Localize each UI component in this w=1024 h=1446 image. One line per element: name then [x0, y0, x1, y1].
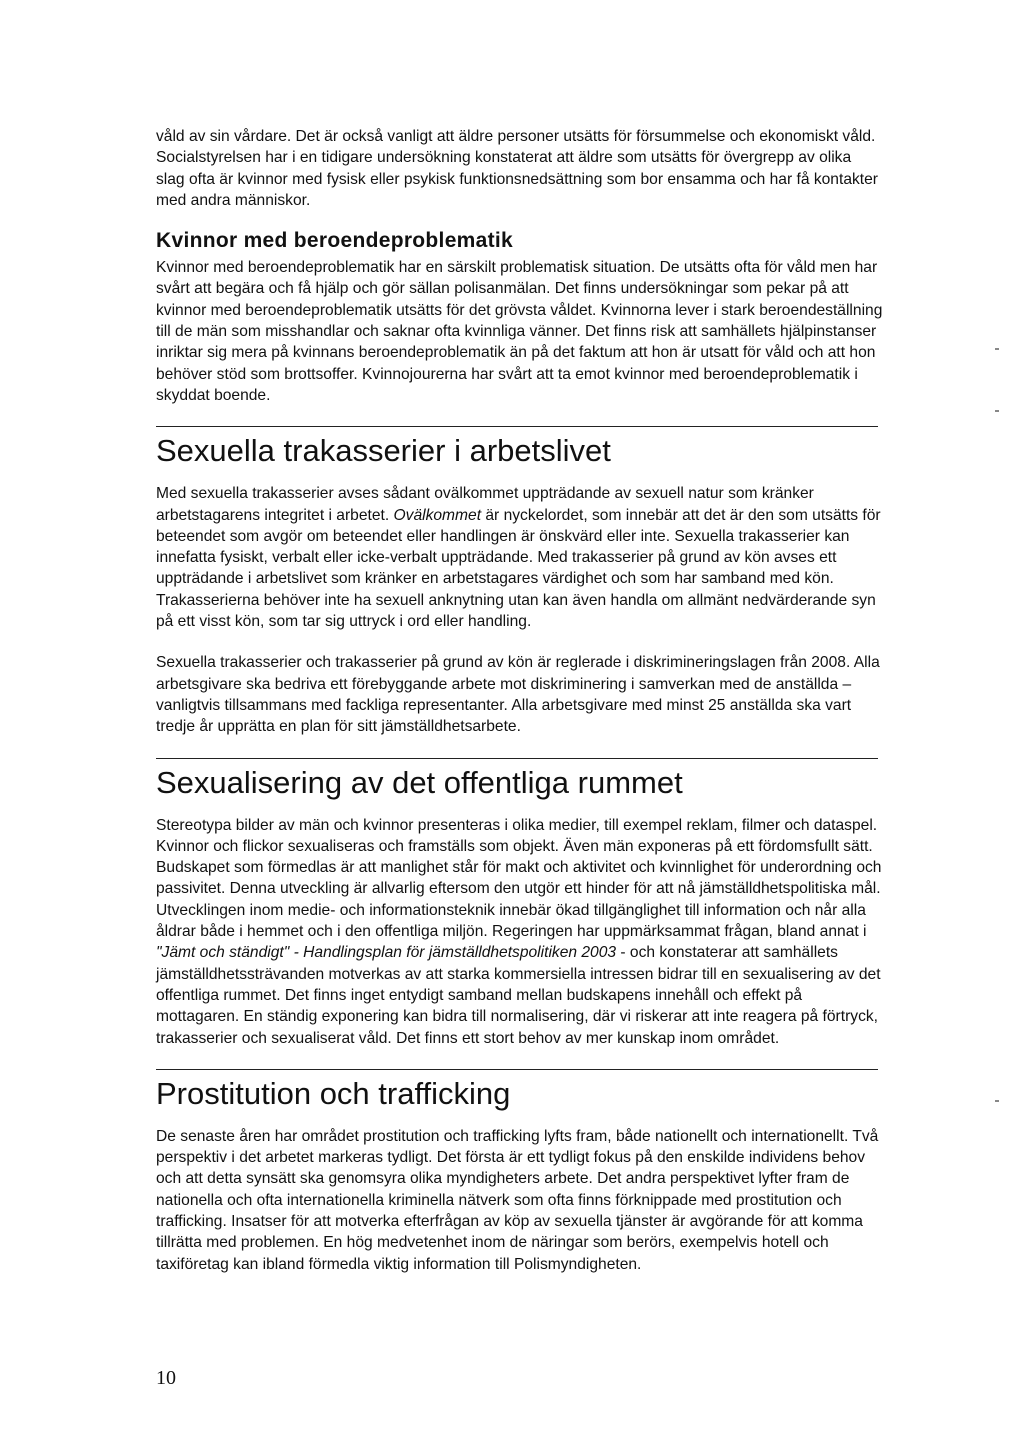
section-divider [156, 758, 878, 759]
harassment-emphasis: Ovälkommet [393, 506, 482, 524]
heading-addiction: Kvinnor med beroendeproblematik [156, 229, 514, 253]
section-divider [156, 1069, 878, 1070]
heading-sexualisation: Sexualisering av det offentliga rummet [156, 764, 683, 800]
page-number: 10 [156, 1367, 176, 1389]
heading-harassment: Sexuella trakasserier i arbetslivet [156, 433, 611, 469]
sexualisation-text-a: Stereotypa bilder av män och kvinnor presenteras i olika medier, till exempel reklam, filmer och dataspel. Kvinnor och flickor sexualiseras och framställs som objekt. Även män exponeras på ett fördomsfullt sätt. Budskapet som förmedlas är att manlighet står för makt och aktivitet och kvinnlighet för underordning och passivitet. Denna utveckling är allvarlig eftersom den utgör ett hinder för att nå jämställdhetspolitiska mål. Utvecklingen inom medie- och informationsteknik innebär ökad tillgänglighet till information och når alla åldrar både i hemmet och i den offentliga miljön. Regeringen har uppmärksammat frågan, bland annat i [156, 816, 882, 941]
harassment-paragraph-1 [156, 483, 884, 632]
harassment-text-b: är nyckelordet, som innebär att det är den som utsätts för beteendet som avgör om beteendet eller handlingen är önskvärd eller inte. Sexuella trakasserier kan innefatta fysiskt, verbalt eller icke-verbalt uppträdande. Med trakasserier på grund av kön avses ett uppträdande i arbetslivet som kränker en arbetstagares värdighet och som har samband med kön. Trakasserierna behöver inte ha sexuell anknytning utan kan även handla om allmänt nedvärderande syn på ett visst kön, som tar sig uttryck i ord eller handling. [156, 506, 881, 631]
scan-mark [995, 410, 999, 412]
scan-mark [995, 348, 999, 350]
harassment-text-a: Med sexuella trakasserier avses sådant ovälkommet uppträdande av sexuell natur som kränker arbetstagarens integritet i arbetet. [156, 485, 814, 524]
sexualisation-emphasis: "Jämt och ständigt" - Handlingsplan för jämställdhetspolitiken 2003 [156, 944, 617, 962]
intro-paragraph: våld av sin vårdare. Det är också vanligt att äldre personer utsätts för försummelse och ekonomiskt våld. Socialstyrelsen har i en tidigare undersökning konstaterat att äldre som utsätts för övergrepp av olika slag ofta är kvinnor med fysisk eller psykisk funktionsnedsättning som bor ensamma och har få kontakter med andra människor. [156, 128, 878, 209]
addiction-paragraph: Kvinnor med beroendeproblematik har en särskilt problematisk situation. De utsätts ofta för våld men har svårt att begära och få hjälp och gör sällan polisanmälan. Det finns undersökningar som pekar på att kvinnor med beroendeproblematik utsätts för det grövsta våldet. Kvinnorna lever i stark beroendeställning till de män som misshandlar och saknar ofta kvinnliga vänner. Det finns risk att samhällets hjälpinstanser inriktar sig mera på kvinnans beroendeproblematik än på det faktum att hon är utsatt för våld och att hon behöver stöd som brottsoffer. Kvinnojourerna har svårt att ta emot kvinnor med beroendeproblematik i skyddat boende. [156, 259, 883, 404]
scan-mark [995, 1100, 999, 1102]
prostitution-paragraph: De senaste åren har området prostitution och trafficking lyfts fram, både nationellt och internationellt. Två perspektiv i det arbetet markeras tydligt. Det första är ett tydligt fokus på den enskilde individens behov och att detta synsätt ska genomsyra olika myndigheters arbete. Det andra perspektivet lyfter fram de nationella och ofta internationella kriminella nätverk som ofta finns förknippade med prostitution och trafficking. Insatser för att motverka efterfrågan av köp av sexuella tjänster är avgörande för att komma tillrätta med problemen. En hög medvetenhet inom de näringar som berörs, exempelvis hotell och taxiföretag kan ibland förmedla viktig information till Polismyndigheten. [156, 1127, 879, 1273]
sexualisation-paragraph [156, 815, 884, 1049]
section-divider [156, 426, 878, 427]
harassment-paragraph-2: Sexuella trakasserier och trakasserier på grund av kön är reglerade i diskrimineringslagen från 2008. Alla arbetsgivare ska bedriva ett förebyggande arbete mot diskriminering i samverkan med de anställda – vanligtvis tillsammans med fackliga representanter. Alla arbetsgivare med minst 25 anställda ska vart tredje år upprätta en plan för sitt jämställdhetsarbete. [156, 654, 880, 736]
sexualisation-text-b: - och konstaterar att samhällets jämställdhetssträvanden motverkas av att starka kommersiella intressen bidrar till en sexualisering av det offentliga rummet. Det finns inget entydigt samband mellan budskapens innehåll och effekt på mottagaren. En ständig exponering kan bidra till normalisering, där vi riskerar att inte reagera på förtryck, trakasserier och sexualiserat våld. Det finns ett stort behov av mer kunskap inom området. [156, 944, 881, 1047]
page-body [156, 126, 884, 1275]
heading-prostitution: Prostitution och trafficking [156, 1075, 511, 1111]
